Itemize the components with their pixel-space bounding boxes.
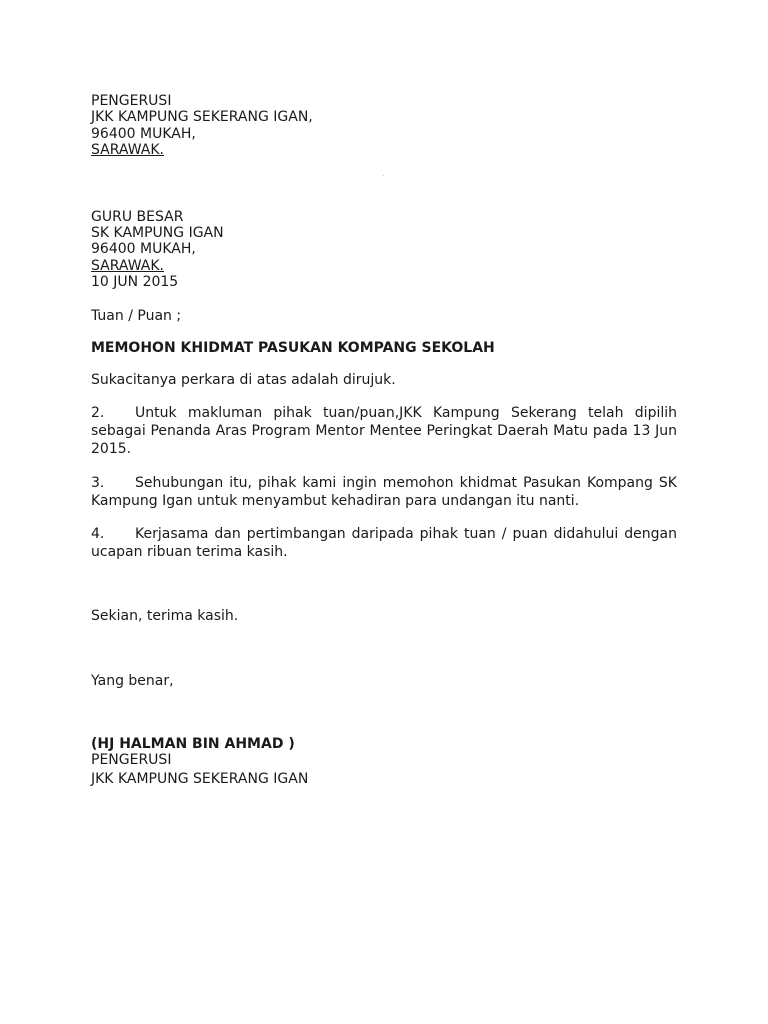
- salutation: Tuan / Puan ;: [91, 308, 182, 324]
- recipient-org: SK KAMPUNG IGAN: [91, 225, 224, 241]
- paragraph-2: [91, 404, 677, 458]
- paragraph-number: 3.: [91, 475, 105, 491]
- paragraph-number: 2.: [91, 405, 105, 421]
- letter-date: 10 JUN 2015: [91, 274, 179, 290]
- recipient-state: SARAWAK.: [91, 258, 164, 274]
- paragraph-text: Kerjasama dan pertimbangan daripada pihak tuan / puan didahului dengan ucapan ribuan terima kasih.: [91, 526, 677, 560]
- paragraph-text: Sehubungan itu, pihak kami ingin memohon khidmat Pasukan Kompang SK Kampung Igan untuk menyambut kehadiran para undangan itu nanti.: [91, 475, 677, 509]
- sender-state: SARAWAK.: [91, 142, 164, 158]
- paragraph-text: Untuk makluman pihak tuan/puan,JKK Kampung Sekerang telah dipilih sebagai Penanda Aras Program Mentor Mentee Peringkat Daerah Matu pada 13 Jun 2015.: [91, 405, 677, 457]
- sender-title: PENGERUSI: [91, 93, 172, 109]
- signatory-name: (HJ HALMAN BIN AHMAD ): [91, 736, 295, 752]
- recipient-postcode-city: 96400 MUKAH,: [91, 241, 196, 257]
- paragraph-4: [91, 525, 677, 561]
- sign-off: Yang benar,: [91, 673, 174, 689]
- signatory-title: PENGERUSI: [91, 752, 172, 768]
- stray-dot: [383, 175, 384, 176]
- paragraph-3: [91, 474, 677, 510]
- closing-line: Sekian, terima kasih.: [91, 608, 239, 624]
- sender-postcode-city: 96400 MUKAH,: [91, 126, 196, 142]
- recipient-title: GURU BESAR: [91, 209, 184, 225]
- signatory-org: JKK KAMPUNG SEKERANG IGAN: [91, 771, 309, 787]
- sender-org: JKK KAMPUNG SEKERANG IGAN,: [91, 109, 313, 125]
- paragraph-number: 4.: [91, 526, 105, 542]
- subject-heading: MEMOHON KHIDMAT PASUKAN KOMPANG SEKOLAH: [91, 340, 495, 356]
- intro-paragraph: Sukacitanya perkara di atas adalah dirujuk.: [91, 372, 396, 388]
